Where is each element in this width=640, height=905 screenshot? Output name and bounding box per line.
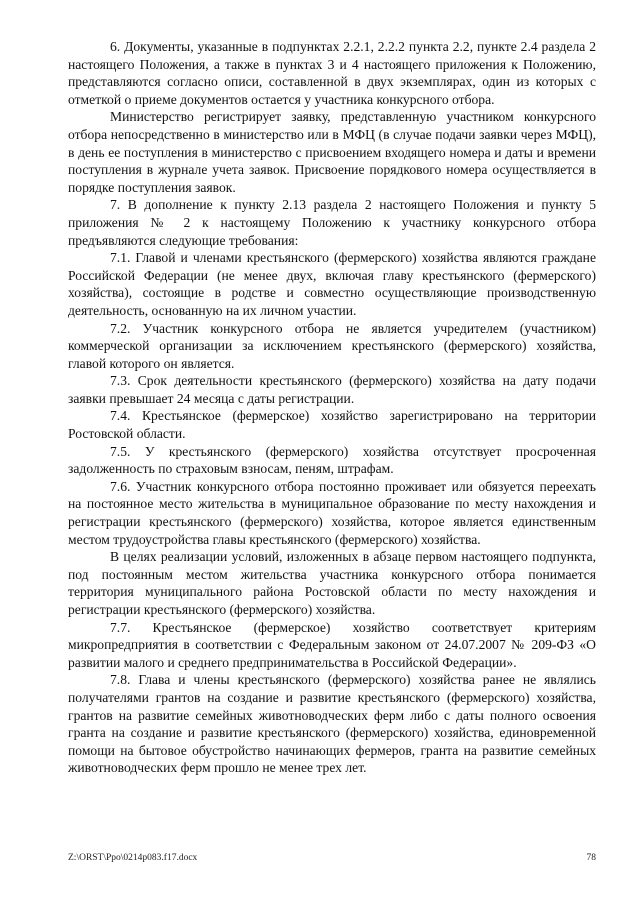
paragraph-item-7: 7. В дополнение к пункту 2.13 раздела 2 настоящего Положения и пункту 5 приложения № 2 к настоящему Положению к участнику конкурсного отбора предъявляются следующие требования: [68, 197, 596, 248]
paragraph-item-7-6: 7.6. Участник конкурсного отбора постоянно проживает или обязуется переехать на постоянное место жительства в муниципальное образование по месту нахождения и регистрации крестьянского (фермерского) хозяйства, которое является единственным местом трудоустройства главы крестьянского (фермерского) хозяйства. [68, 478, 596, 547]
paragraph-item-7-1: 7.1. Главой и членами крестьянского (фермерского) хозяйства являются граждане Российской Федерации (не менее двух, включая главу крестьянского (фермерского) хозяйства), состоящие в родстве и совместно осуществляющие производственную деятельность, основанную на их личном участии. [68, 250, 596, 318]
paragraph-item-6: 6. Документы, указанные в подпунктах 2.2.1, 2.2.2 пункта 2.2, пункте 2.4 раздела 2 настоящего Положения, а также в пунктах 3 и 4 настоящего приложения к Положению, представляются согласно описи, составленной в двух экземплярах, один из которых с отметкой о приеме документов остается у участника конкурсного отбора. [68, 39, 596, 107]
paragraph-registration: Министерство регистрирует заявку, представленную участником конкурсного отбора непосредственно в министерство или в МФЦ (в случае подачи заявки через МФЦ), в день ее поступления в министерство с присвоением входящего номера и даты и времени поступления в журнале учета заявок. Присвоение порядкового номера осуществляется в порядке поступления заявок. [68, 109, 596, 195]
paragraph-item-7-8: 7.8. Глава и члены крестьянского (фермерского) хозяйства ранее не являлись получателями грантов на создание и развитие крестьянского (фермерского) хозяйства, грантов на развитие семейных животноводческих ферм либо с даты полного освоения гранта на создание и развитие крестьянского (фермерского) хозяйства, единовременной помощи на бытовое обустройство начинающих фермеров, гранта на развитие семейных животноводческих ферм прошло не менее трех лет. [68, 672, 596, 776]
paragraph-item-7-5: 7.5. У крестьянского (фермерского) хозяйства отсутствует просроченная задолженность по страховым взносам, пеням, штрафам. [68, 443, 596, 477]
page-footer [68, 853, 596, 867]
document-body [68, 38, 596, 777]
file-path: Z:\ORST\Ppo\0214p083.f17.docx [68, 853, 198, 863]
paragraph-item-7-7: 7.7. Крестьянское (фермерское) хозяйство соответствует критериям микропредприятия в соответствии с Федеральным законом от 24.07.2007 № 209-ФЗ «О развитии малого и среднего предпринимательства в Российской Федерации». [68, 619, 596, 670]
paragraph-residence: В целях реализации условий, изложенных в абзаце первом настоящего подпункта, под постоянным местом жительства участника конкурсного отбора понимается территория муниципального района Ростовской области по месту нахождения и регистрации крестьянского (фермерского) хозяйства. [68, 549, 596, 617]
page-number: 78 [586, 853, 596, 863]
paragraph-item-7-2: 7.2. Участник конкурсного отбора не является учредителем (участником) коммерческой организации за исключением крестьянского (фермерского) хозяйства, главой которого он является. [68, 320, 596, 371]
paragraph-item-7-3: 7.3. Срок деятельности крестьянского (фермерского) хозяйства на дату подачи заявки превышает 24 месяца с даты регистрации. [68, 373, 596, 406]
paragraph-item-7-4: 7.4. Крестьянское (фермерское) хозяйство зарегистрировано на территории Ростовской области. [68, 408, 596, 442]
